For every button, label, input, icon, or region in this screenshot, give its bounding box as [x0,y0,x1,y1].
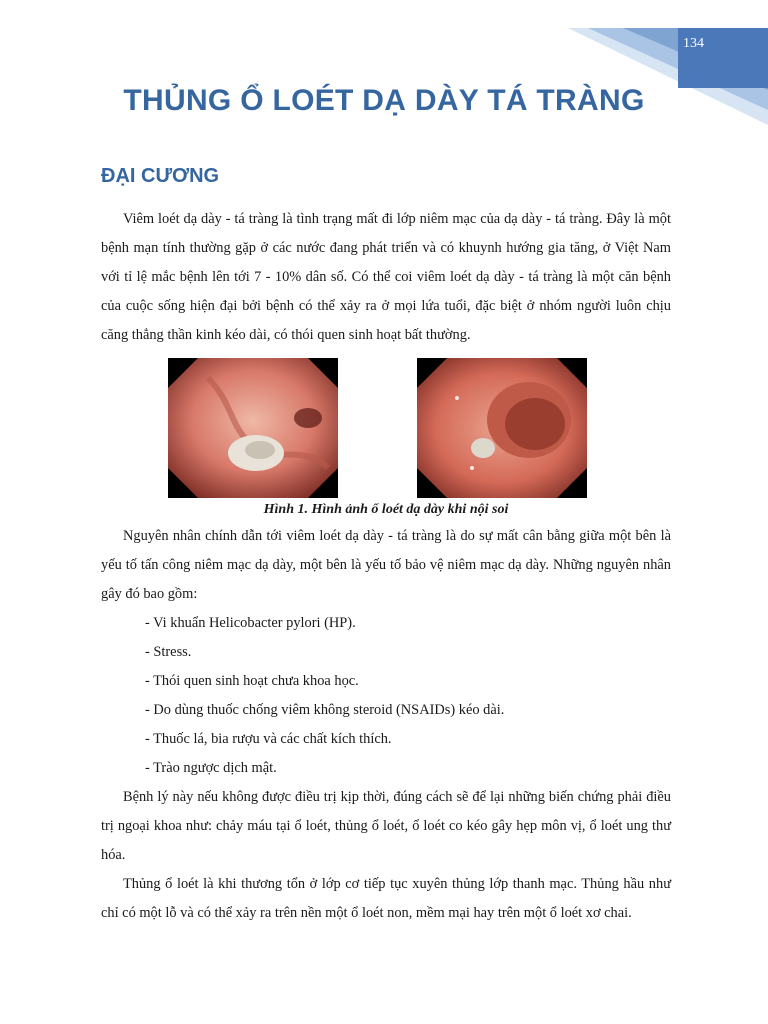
complications-paragraph: Bệnh lý này nếu không được điều trị kịp thời, đúng cách sẽ để lại những biến chứng phải điều trị ngoại khoa như: chảy máu tại ổ loét, thủng ổ loét, ổ loét co kéo gây hẹp môn vị, ổ loét ung thư hóa. [101,789,671,863]
list-item: - Stress. [145,644,192,660]
perforation-paragraph: Thủng ổ loét là khi thương tổn ở lớp cơ tiếp tục xuyên thủng lớp thanh mạc. Thủng hầu như chỉ có một lỗ và có thể xảy ra trên nền một ổ loét non, mềm mại hay trên một ổ loét xơ chai. [101,876,671,921]
list-item: - Thuốc lá, bia rượu và các chất kích thích. [145,731,392,747]
causes-list [101,609,671,783]
causes-paragraph: Nguyên nhân chính dẫn tới viêm loét dạ dày - tá tràng là do sự mất cân bằng giữa một bên là yếu tố tấn công niêm mạc dạ dày, một bên là yếu tố bảo vệ niêm mạc dạ dày. Những nguyên nhân gây đó bao gồm: [101,528,671,602]
figure-images [101,358,671,498]
page-number: 134 [683,36,704,51]
page-title: THỦNG Ổ LOÉT DẠ DÀY TÁ TRÀNG [123,84,645,117]
list-item: - Vi khuẩn Helicobacter pylori (HP). [145,615,356,631]
list-item: - Trào ngược dịch mật. [145,760,277,776]
list-item: - Do dùng thuốc chống viêm không steroid (NSAIDs) kéo dài. [145,702,505,718]
figure-caption: Hình 1. Hình ảnh ổ loét dạ dày khi nội soi [263,502,509,517]
intro-paragraph: Viêm loét dạ dày - tá tràng là tình trạng mất đi lớp niêm mạc của dạ dày - tá tràng. Đây là một bệnh mạn tính thường gặp ở các nước đang phát triển và có khuynh hướng gia tăng, ở Việt Nam với tỉ lệ mắc bệnh lên tới 7 - 10% dân số. Có thể coi viêm loét dạ dày - tá tràng là một căn bệnh của cuộc sống hiện đại bởi bệnh có thể xảy ra ở mọi lứa tuổi, đặc biệt ở nhóm người luôn chịu căng thẳng thần kinh kéo dài, có thói quen sinh hoạt bất thường. [101,211,671,343]
document-body [101,205,671,928]
section-heading: ĐẠI CƯƠNG [101,165,220,187]
endoscopy-image-2 [417,358,587,498]
endoscopy-image-1 [168,358,338,498]
list-item: - Thói quen sinh hoạt chưa khoa học. [145,673,359,689]
